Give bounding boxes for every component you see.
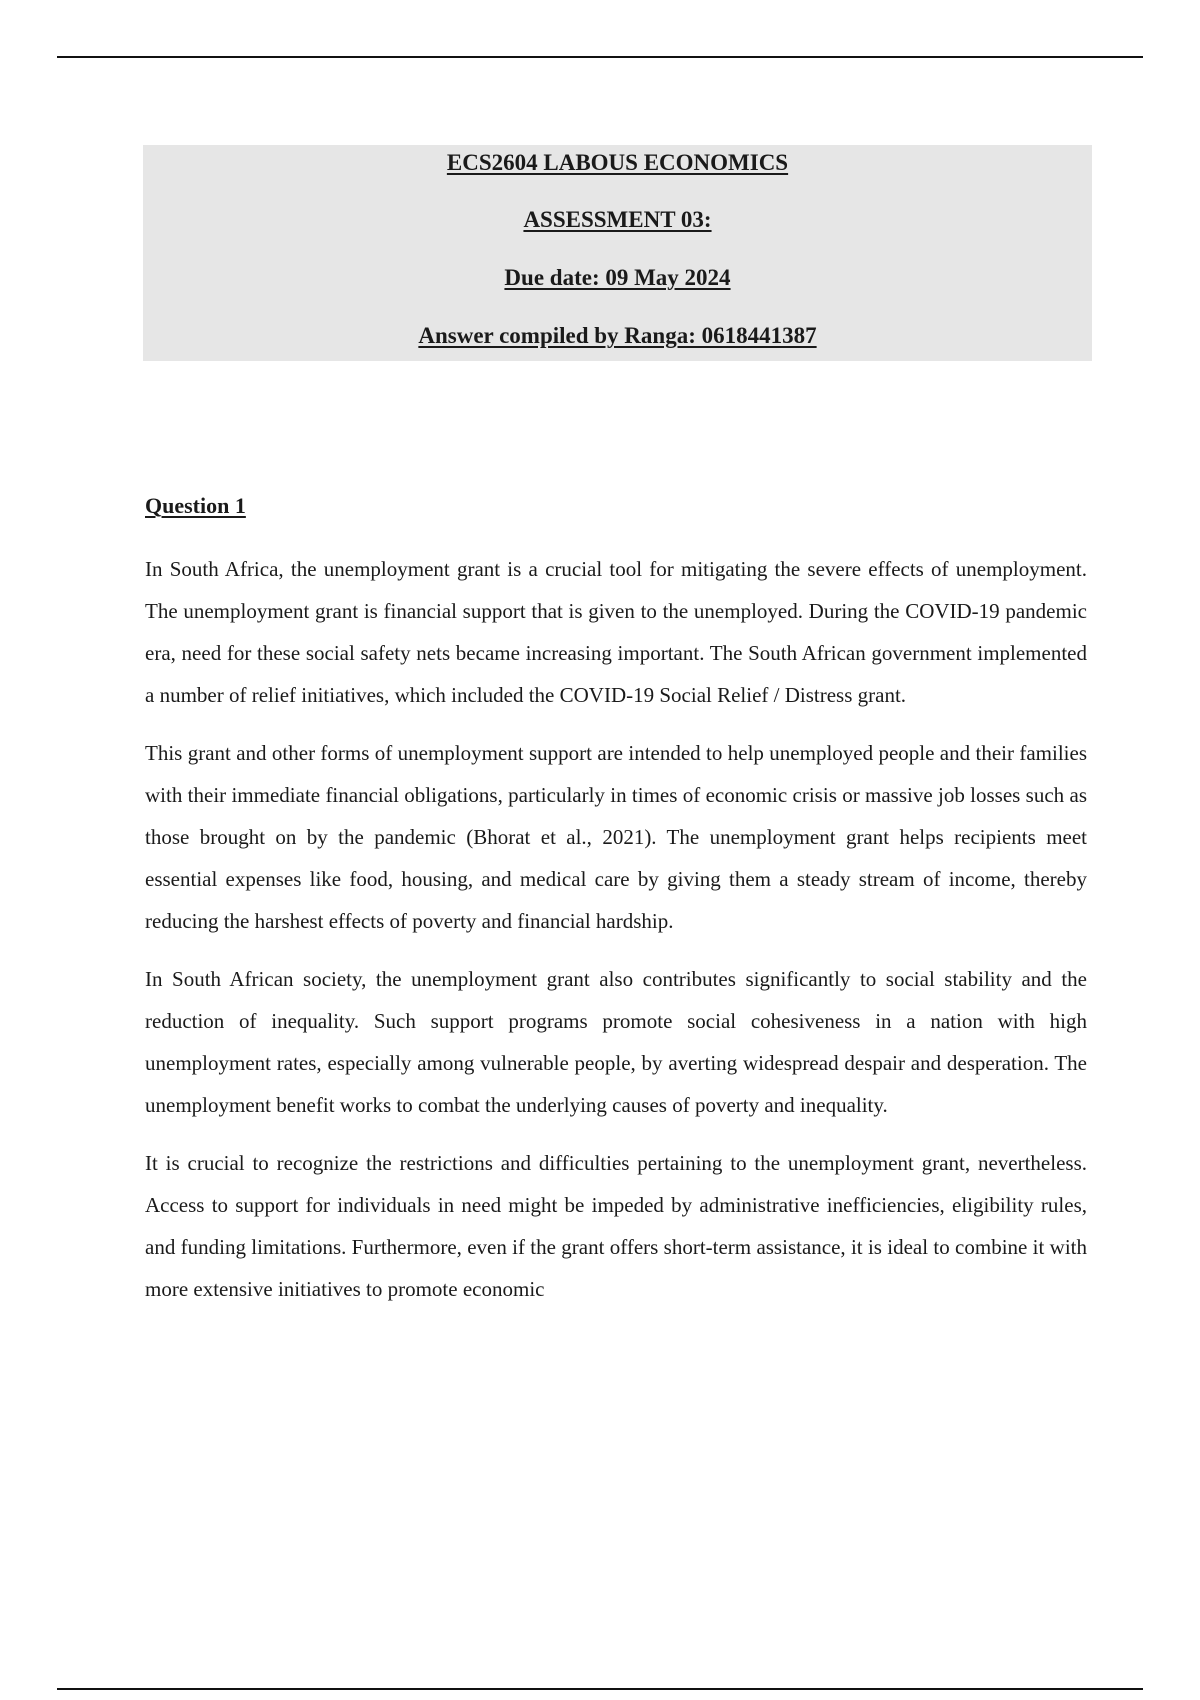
paragraph-4: It is crucial to recognize the restrictions and difficulties pertaining to the unemployment grant, nevertheless. Access to support for individuals in need might be impeded by administrative inefficiencies, eligibility rules, and funding limitations. Furthermore, even if the grant offers short-term assistance, it is ideal to combine it with more extensive initiatives to promote economic <box>145 1151 1087 1301</box>
bottom-rule <box>57 1688 1143 1690</box>
paragraph-1: In South Africa, the unemployment grant is a crucial tool for mitigating the severe effects of unemployment. The unemployment grant is financial support that is given to the unemployed. During the COVID-19 pandemic era, need for these social safety nets became increasing important. The South African government implemented a number of relief initiatives, which included the COVID-19 Social Relief / Distress grant. <box>145 557 1087 707</box>
course-title: ECS2604 LABOUS ECONOMICS <box>446 150 789 175</box>
paragraph-2: This grant and other forms of unemployment support are intended to help unemployed people and their families with their immediate financial obligations, particularly in times of economic crisis or massive job losses such as those brought on by the pandemic (Bhorat et al., 2021). The unemployment grant helps recipients meet essential expenses like food, housing, and medical care by giving them a steady stream of income, thereby reducing the harshest effects of poverty and financial hardship. <box>145 741 1087 933</box>
due-date: Due date: 09 May 2024 <box>504 265 731 290</box>
question-body <box>145 548 1087 1326</box>
top-rule <box>57 56 1143 58</box>
compiled-by: Answer compiled by Ranga: 0618441387 <box>418 323 817 348</box>
paragraph-3: In South African society, the unemployment grant also contributes significantly to social stability and the reduction of inequality. Such support programs promote social cohesiveness in a nation with high unemployment rates, especially among vulnerable people, by averting widespread despair and desperation. The unemployment benefit works to combat the underlying causes of poverty and inequality. <box>145 967 1087 1117</box>
assessment-title: ASSESSMENT 03: <box>523 207 712 232</box>
title-block <box>143 145 1092 361</box>
question-heading: Question 1 <box>145 493 246 518</box>
